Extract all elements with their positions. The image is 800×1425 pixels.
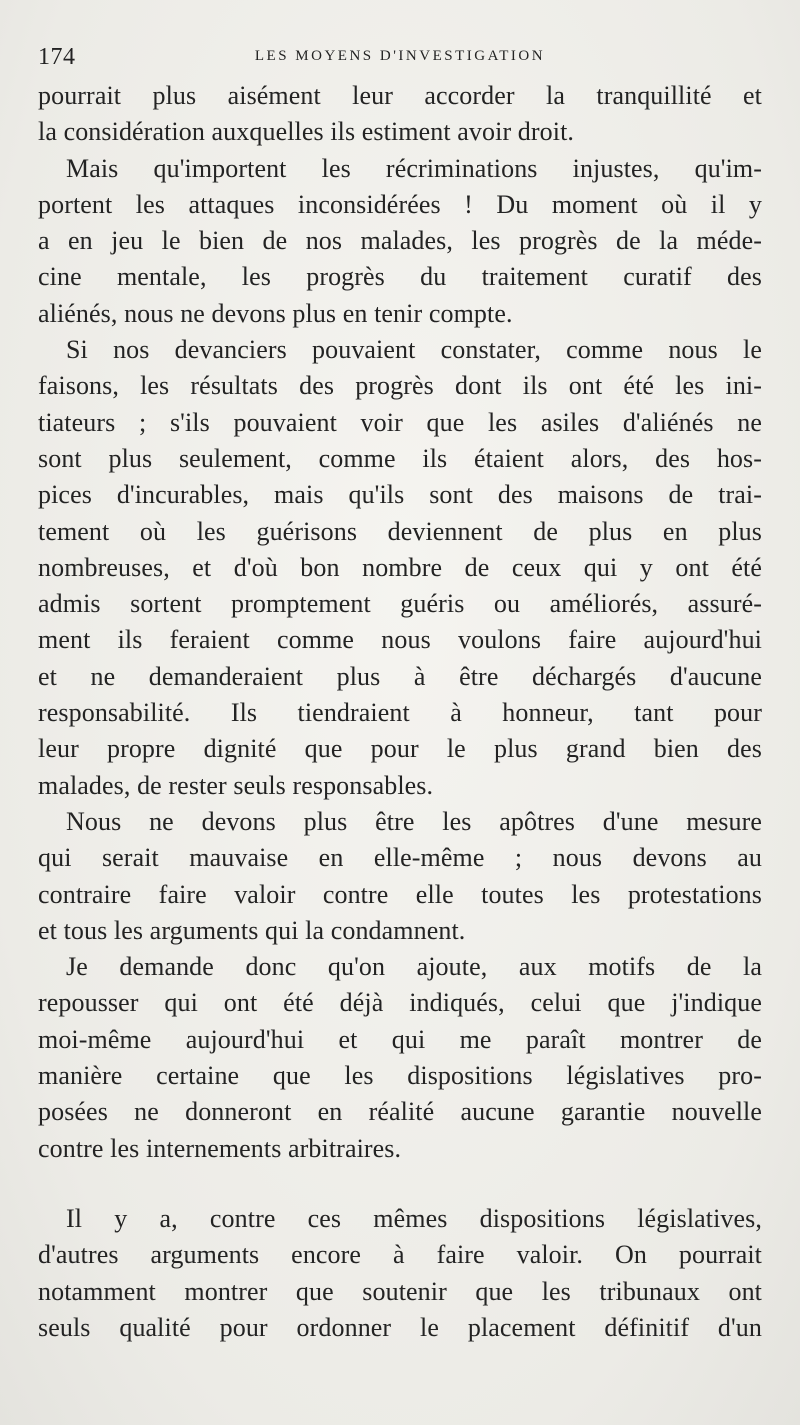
text-line: notamment montrer que soutenir que les tribunaux ont <box>38 1276 762 1306</box>
text-line: ment ils feraient comme nous voulons faire aujourd'hui <box>38 625 762 655</box>
text-line: tement où les guérisons deviennent de plus en plus <box>38 516 762 546</box>
text-line: Si nos devanciers pouvaient constater, comme nous le <box>66 335 762 365</box>
text-line: Il y a, contre ces mêmes dispositions législatives, <box>66 1203 762 1233</box>
text-line: d'autres arguments encore à faire valoir. On pourrait <box>38 1240 762 1270</box>
text-line: seuls qualité pour ordonner le placement définitif d'un <box>38 1312 762 1342</box>
text-line: Nous ne devons plus être les apôtres d'une mesure <box>66 806 762 836</box>
running-head <box>38 38 762 78</box>
paragraph <box>38 1201 762 1346</box>
body-text <box>38 78 762 1346</box>
text-line: malades, de rester seuls responsables. <box>38 770 434 800</box>
text-line: moi-même aujourd'hui et qui me paraît montrer de <box>38 1024 762 1054</box>
text-line: responsabilité. Ils tiendraient à honneur, tant pour <box>38 698 762 728</box>
text-line: posées ne donneront en réalité aucune garantie nouvelle <box>38 1097 762 1127</box>
text-line: manière certaine que les dispositions législatives pro- <box>38 1061 762 1091</box>
paragraph <box>38 332 762 804</box>
paragraph <box>38 151 762 332</box>
text-line: a en jeu le bien de nos malades, les progrès de la méde- <box>38 226 762 256</box>
text-line: leur propre dignité que pour le plus grand bien des <box>38 734 762 764</box>
text-line: faisons, les résultats des progrès dont ils ont été les ini- <box>38 371 762 401</box>
text-line: et ne demanderaient plus à être déchargés d'aucune <box>38 661 762 691</box>
text-line: sont plus seulement, comme ils étaient alors, des hos- <box>38 443 762 473</box>
text-line: pourrait plus aisément leur accorder la tranquillité et <box>38 81 762 110</box>
text-line: Mais qu'importent les récriminations injustes, qu'im- <box>66 153 762 183</box>
text-line: aliénés, nous ne devons plus en tenir compte. <box>38 298 513 328</box>
text-line: cine mentale, les progrès du traitement curatif des <box>38 262 762 292</box>
text-line: tiateurs ; s'ils pouvaient voir que les asiles d'aliénés ne <box>38 407 762 437</box>
text-line: portent les attaques inconsidérées ! Du moment où il y <box>38 189 762 219</box>
paragraph-gap <box>38 1167 762 1201</box>
text-line: la considération auxquelles ils estiment avoir droit. <box>38 117 575 147</box>
text-line: contraire faire valoir contre elle toutes les protestations <box>38 879 762 909</box>
text-line: Je demande donc qu'on ajoute, aux motifs de la <box>66 952 762 982</box>
text-line: pices d'incurables, mais qu'ils sont des maisons de trai- <box>38 480 762 510</box>
text-line: contre les internements arbitraires. <box>38 1133 402 1163</box>
running-title: LES MOYENS D'INVESTIGATION <box>254 48 546 64</box>
text-line: nombreuses, et d'où bon nombre de ceux qui y ont été <box>38 552 762 582</box>
text-line: qui serait mauvaise en elle-même ; nous devons au <box>38 843 762 873</box>
text-line: repousser qui ont été déjà indiqués, celui que j'indique <box>38 988 762 1018</box>
text-line: et tous les arguments qui la condamnent. <box>38 915 466 945</box>
paragraph <box>38 949 762 1167</box>
paragraph <box>38 78 762 151</box>
page-number: 174 <box>38 44 76 70</box>
paragraph <box>38 804 762 949</box>
text-line: admis sortent promptement guéris ou améliorés, assuré- <box>38 589 762 619</box>
